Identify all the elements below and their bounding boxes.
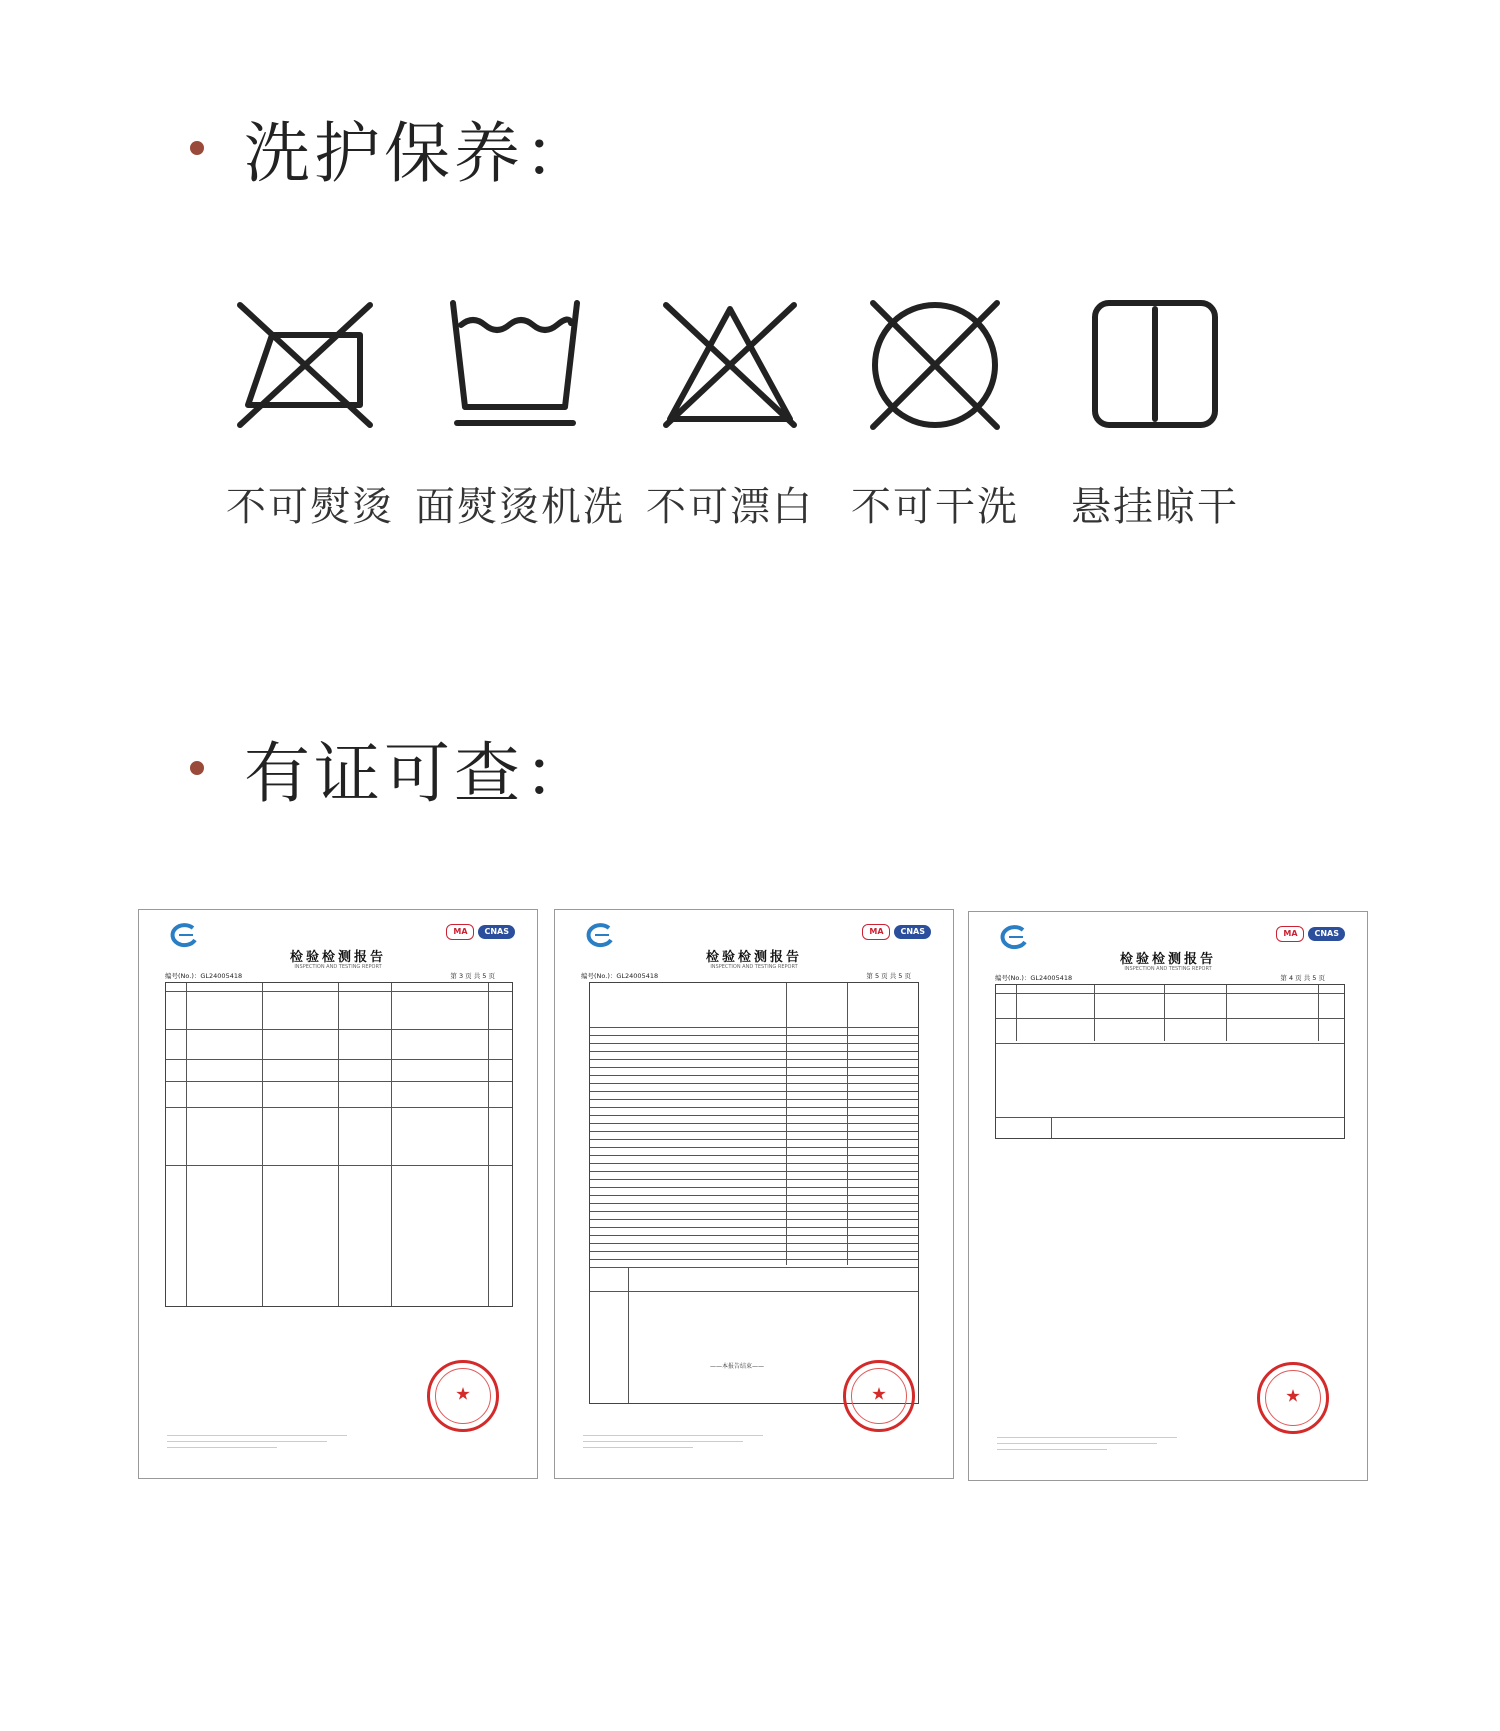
cert-title: 有证可查： [244, 735, 594, 812]
care-section-heading [190, 100, 594, 195]
cma-mark-icon: MA [446, 924, 474, 940]
cma-mark-icon: MA [1276, 926, 1304, 942]
report-subtitle: INSPECTION AND TESTING REPORT [1124, 966, 1212, 972]
no-bleach-icon [630, 295, 830, 435]
care-symbols-row [210, 295, 1280, 555]
report-footer [997, 1443, 1157, 1444]
bullet-dot [190, 761, 204, 775]
report-footer [583, 1447, 693, 1448]
lab-logo-icon [583, 922, 617, 948]
certificate-page-3 [138, 909, 538, 1479]
report-title: 检验检测报告 [705, 950, 802, 965]
official-seal [843, 1360, 915, 1432]
cma-mark-icon: MA [862, 924, 890, 940]
official-seal [427, 1360, 499, 1432]
cnas-mark-icon: CNAS [894, 925, 931, 939]
report-page: 第 5 页 共 5 页 [866, 972, 911, 980]
report-footer [997, 1437, 1177, 1438]
official-seal [1257, 1362, 1329, 1434]
no-iron-icon [210, 295, 410, 435]
care-label: 不可干洗 [851, 484, 1019, 530]
care-item-machine-wash [415, 295, 625, 532]
care-label: 悬挂晾干 [1071, 484, 1239, 530]
lab-logo-icon [167, 922, 201, 948]
report-table [165, 982, 513, 1307]
machine-wash-icon [415, 295, 615, 435]
report-end-text: ——本报告结束—— [710, 1363, 765, 1370]
report-number: 编号(No.)：GL24005418 [165, 972, 243, 980]
report-table [995, 984, 1345, 1139]
cert-section-heading [190, 720, 594, 815]
no-dry-clean-icon [835, 295, 1035, 435]
report-footer [167, 1447, 277, 1448]
care-item-no-bleach [630, 295, 830, 532]
care-item-no-dry-clean [835, 295, 1035, 532]
certificate-page-4 [968, 911, 1368, 1481]
report-subtitle: INSPECTION AND TESTING REPORT [710, 964, 798, 970]
care-label: 不可漂白 [646, 484, 814, 530]
bullet-dot [190, 141, 204, 155]
care-label: 面熨烫机洗 [415, 484, 625, 530]
cnas-mark-icon: CNAS [1308, 927, 1345, 941]
care-title: 洗护保养： [244, 115, 594, 192]
accreditation-marks [446, 924, 515, 940]
accreditation-marks [862, 924, 931, 940]
cnas-mark-icon: CNAS [478, 925, 515, 939]
lab-logo-icon [997, 924, 1031, 950]
certificate-page-5 [554, 909, 954, 1479]
care-label: 不可熨烫 [226, 484, 394, 530]
care-item-no-iron [210, 295, 410, 532]
report-footer [167, 1441, 327, 1442]
report-title: 检验检测报告 [289, 950, 386, 965]
report-table [589, 982, 919, 1404]
care-item-hang-dry [1055, 295, 1255, 532]
accreditation-marks [1276, 926, 1345, 942]
report-footer [997, 1449, 1107, 1450]
report-footer [583, 1435, 763, 1436]
hang-dry-icon [1055, 295, 1255, 435]
report-title: 检验检测报告 [1119, 952, 1216, 967]
report-footer [167, 1435, 347, 1436]
report-number: 编号(No.)：GL24005418 [995, 974, 1073, 982]
report-subtitle: INSPECTION AND TESTING REPORT [294, 964, 382, 970]
report-number: 编号(No.)：GL24005418 [581, 972, 659, 980]
report-page: 第 3 页 共 5 页 [450, 972, 495, 980]
report-page: 第 4 页 共 5 页 [1280, 974, 1325, 982]
report-footer [583, 1441, 743, 1442]
